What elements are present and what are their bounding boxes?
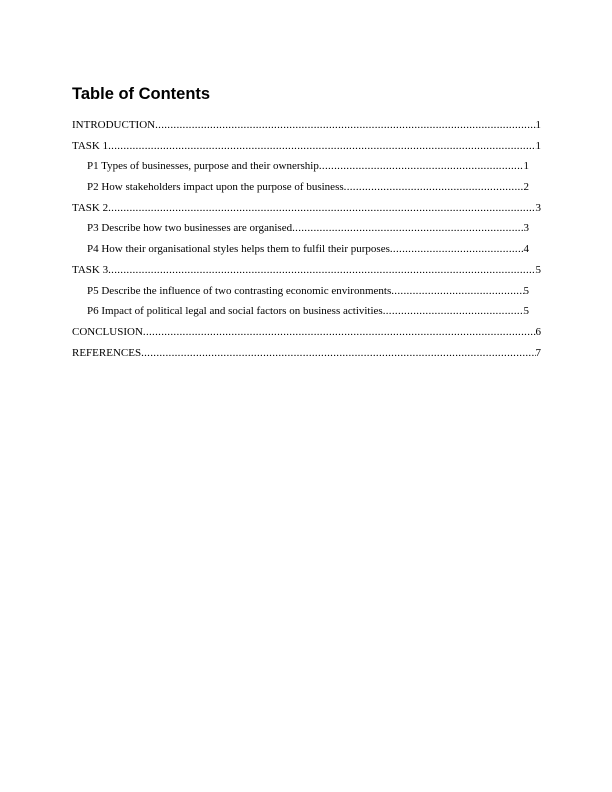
toc-entry-conclusion[interactable] (72, 322, 541, 343)
toc-entry-introduction[interactable] (72, 115, 541, 136)
toc-dot-leader (143, 322, 536, 343)
toc-entry-page-number: 6 (535, 325, 541, 338)
toc-dot-leader (141, 343, 535, 364)
toc-entry-label: P1 Types of businesses, purpose and their ownership (87, 160, 319, 173)
toc-entry-label: P5 Describe the influence of two contrasting economic environments (87, 284, 392, 297)
toc-entry-page-number: 3 (523, 222, 529, 235)
toc-entry-page-number: 5 (523, 284, 529, 297)
toc-entry-page-number: 3 (535, 201, 541, 214)
toc-entry-task-2[interactable] (72, 198, 541, 219)
toc-dot-leader (383, 301, 524, 322)
toc-dot-leader (108, 198, 535, 219)
toc-entry-p2[interactable] (72, 177, 541, 198)
toc-entry-label: P3 Describe how two businesses are organised (87, 222, 293, 235)
toc-entry-page-number: 1 (523, 160, 529, 173)
toc-dot-leader (155, 115, 535, 136)
toc-dot-leader (108, 136, 535, 157)
toc-dot-leader (319, 156, 524, 177)
toc-entry-label: TASK 2 (72, 201, 109, 214)
toc-entry-page-number: 1 (535, 139, 541, 152)
toc-entry-page-number: 5 (535, 263, 541, 276)
toc-entry-p5[interactable] (72, 281, 541, 302)
toc-entry-p4[interactable] (72, 239, 541, 260)
toc-list (72, 115, 541, 363)
toc-dot-leader (108, 260, 535, 281)
toc-entry-label: TASK 3 (72, 263, 109, 276)
toc-entry-label: P2 How stakeholders impact upon the purpose of business (87, 181, 344, 194)
toc-entry-page-number: 5 (523, 305, 529, 318)
toc-entry-label: REFERENCES (72, 346, 142, 359)
toc-entry-task-3[interactable] (72, 260, 541, 281)
toc-entry-label: TASK 1 (72, 139, 109, 152)
toc-entry-page-number: 1 (535, 119, 541, 131)
toc-title: Table of Contents (72, 85, 211, 103)
toc-dot-leader (390, 239, 524, 260)
toc-entry-p3[interactable] (72, 218, 541, 239)
toc-entry-references[interactable] (72, 343, 541, 364)
toc-entry-label: P4 How their organisational styles helps them to fulfil their purposes (87, 243, 390, 256)
toc-dot-leader (391, 281, 523, 302)
toc-entry-label: CONCLUSION (72, 325, 143, 338)
toc-entry-page-number: 2 (523, 181, 529, 194)
toc-entry-p6[interactable] (72, 301, 541, 322)
toc-dot-leader (292, 218, 523, 239)
toc-dot-leader (344, 177, 524, 198)
toc-entry-page-number: 4 (523, 243, 529, 256)
toc-entry-page-number: 7 (535, 346, 541, 359)
toc-entry-task-1[interactable] (72, 136, 541, 157)
toc-entry-label: INTRODUCTION (72, 119, 156, 131)
toc-entry-p1[interactable] (72, 156, 541, 177)
toc-entry-label: P6 Impact of political legal and social factors on business activities (87, 305, 383, 318)
